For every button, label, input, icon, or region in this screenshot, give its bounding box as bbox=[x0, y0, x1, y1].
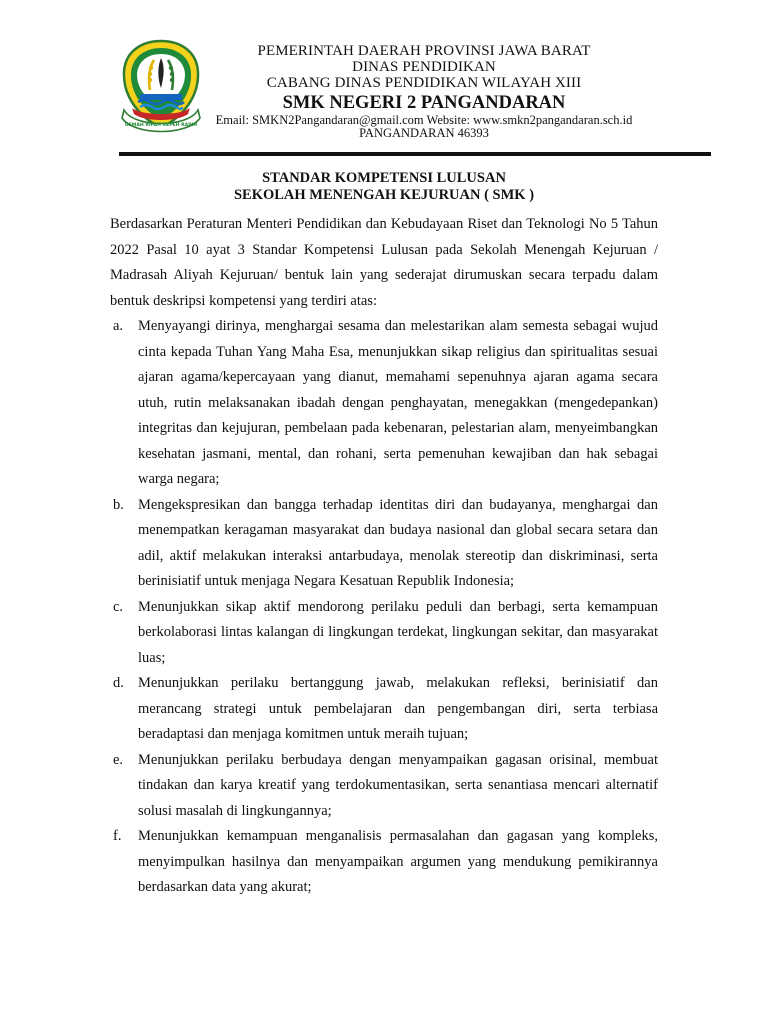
list-item bbox=[110, 748, 658, 825]
school-name: SMK NEGERI 2 PANGANDARAN bbox=[282, 93, 566, 113]
list-marker: b. bbox=[113, 496, 124, 513]
list-item-text: Menyayangi dirinya, menghargai sesama dan melestarikan alam semesta sebagai wujud cinta kepada Tuhan Yang Maha Esa, menunjukkan sikap religius dan spiritualitas sesuai ajaran agama/kepercayaan yang dianut, memahami sepenuhnya ajaran agama secara utuh, rutin melaksanakan ibadah dengan penghayatan, menegakkan (mengedepankan) integritas dan kejujuran, pembelaan pada kebenaran, pelestarian alam, menyeimbangkan kesehatan jasmani, mental, dan rohani, serta pemenuhan kewajiban dan hak sebagai warga negara; bbox=[138, 318, 658, 487]
city-postcode: PANGANDARAN 46393 bbox=[359, 126, 489, 140]
list-item-text: Menunjukkan kemampuan menganalisis permasalahan dan gagasan yang kompleks, menyimpulkan hasilnya dan menyampaikan argumen yang mendukung pemikirannya berdasarkan data yang akurat; bbox=[138, 828, 658, 895]
list-item-text: Menunjukkan perilaku berbudaya dengan menyampaikan gagasan orisinal, membuat tindakan dan karya kreatif yang terdokumentasikan, serta senantiasa mencari alternatif solusi masalah di lingkungannya; bbox=[138, 751, 658, 819]
list-item-text: Mengekspresikan dan bangga terhadap identitas diri dan budayanya, menghargai dan menempatkan keragaman masyarakat dan budaya nasional dan global secara setara dan adil, aktif melakukan interaksi antarbudaya, menolak stereotip dan diskriminasi, serta berinisiatif untuk menjaga Negara Kesatuan Republik Indonesia; bbox=[138, 496, 658, 589]
document-body bbox=[110, 212, 658, 901]
intro-paragraph: Berdasarkan Peraturan Menteri Pendidikan dan Kebudayaan Riset dan Teknologi No 5 Tahun 2022 Pasal 10 ayat 3 Standar Kompetensi Lulusan pada Sekolah Menengah Kejuruan / Madrasah Aliyah Kejuruan/ bentuk lain yang sederajat dirumuskan secara terpadu dalam bentuk deskripsi kompetensi yang terdiri atas: bbox=[110, 216, 658, 309]
government-name: PEMERINTAH DAERAH PROVINSI JAWA BARAT bbox=[257, 43, 591, 59]
list-marker: c. bbox=[113, 598, 124, 615]
department-name: DINAS PENDIDIKAN bbox=[352, 59, 496, 75]
list-item-text: Menunjukkan perilaku bertanggung jawab, melakukan refleksi, berinisiatif dan merancang strategi untuk pembelajaran dan pengembangan diri, serta terbiasa beradaptasi dan menjaga komitmen untuk meraih tujuan; bbox=[138, 675, 658, 742]
branch-office-name: CABANG DINAS PENDIDIKAN WILAYAH XIII bbox=[266, 75, 582, 91]
contact-info: Email: SMKN2Pangandaran@gmail.com Website: www.smkn2pangandaran.sch.id bbox=[215, 113, 633, 127]
letterhead bbox=[200, 43, 648, 140]
list-marker: e. bbox=[113, 751, 124, 768]
svg-text:GEMAH RIPAH REPEH RAPIH: GEMAH RIPAH REPEH RAPIH bbox=[124, 123, 198, 128]
competency-list bbox=[110, 314, 658, 901]
document-title bbox=[100, 170, 668, 204]
letterhead-divider bbox=[119, 152, 711, 156]
list-marker: d. bbox=[113, 675, 124, 691]
list-item bbox=[110, 671, 658, 748]
list-item-text: Menunjukkan sikap aktif mendorong perilaku peduli dan berbagi, serta kemampuan berkolaborasi lintas kalangan di lingkungan terdekat, lingkungan sekitar, dan masyarakat luas; bbox=[138, 598, 658, 666]
list-item bbox=[110, 595, 658, 672]
list-marker: f. bbox=[113, 828, 122, 844]
list-item bbox=[110, 314, 658, 493]
list-item bbox=[110, 493, 658, 595]
list-marker: a. bbox=[113, 318, 124, 334]
title-line-2: SEKOLAH MENENGAH KEJURUAN ( SMK ) bbox=[233, 187, 535, 203]
west-java-emblem-icon bbox=[118, 38, 204, 134]
list-item bbox=[110, 824, 658, 901]
title-line-1: STANDAR KOMPETENSI LULUSAN bbox=[262, 170, 506, 186]
